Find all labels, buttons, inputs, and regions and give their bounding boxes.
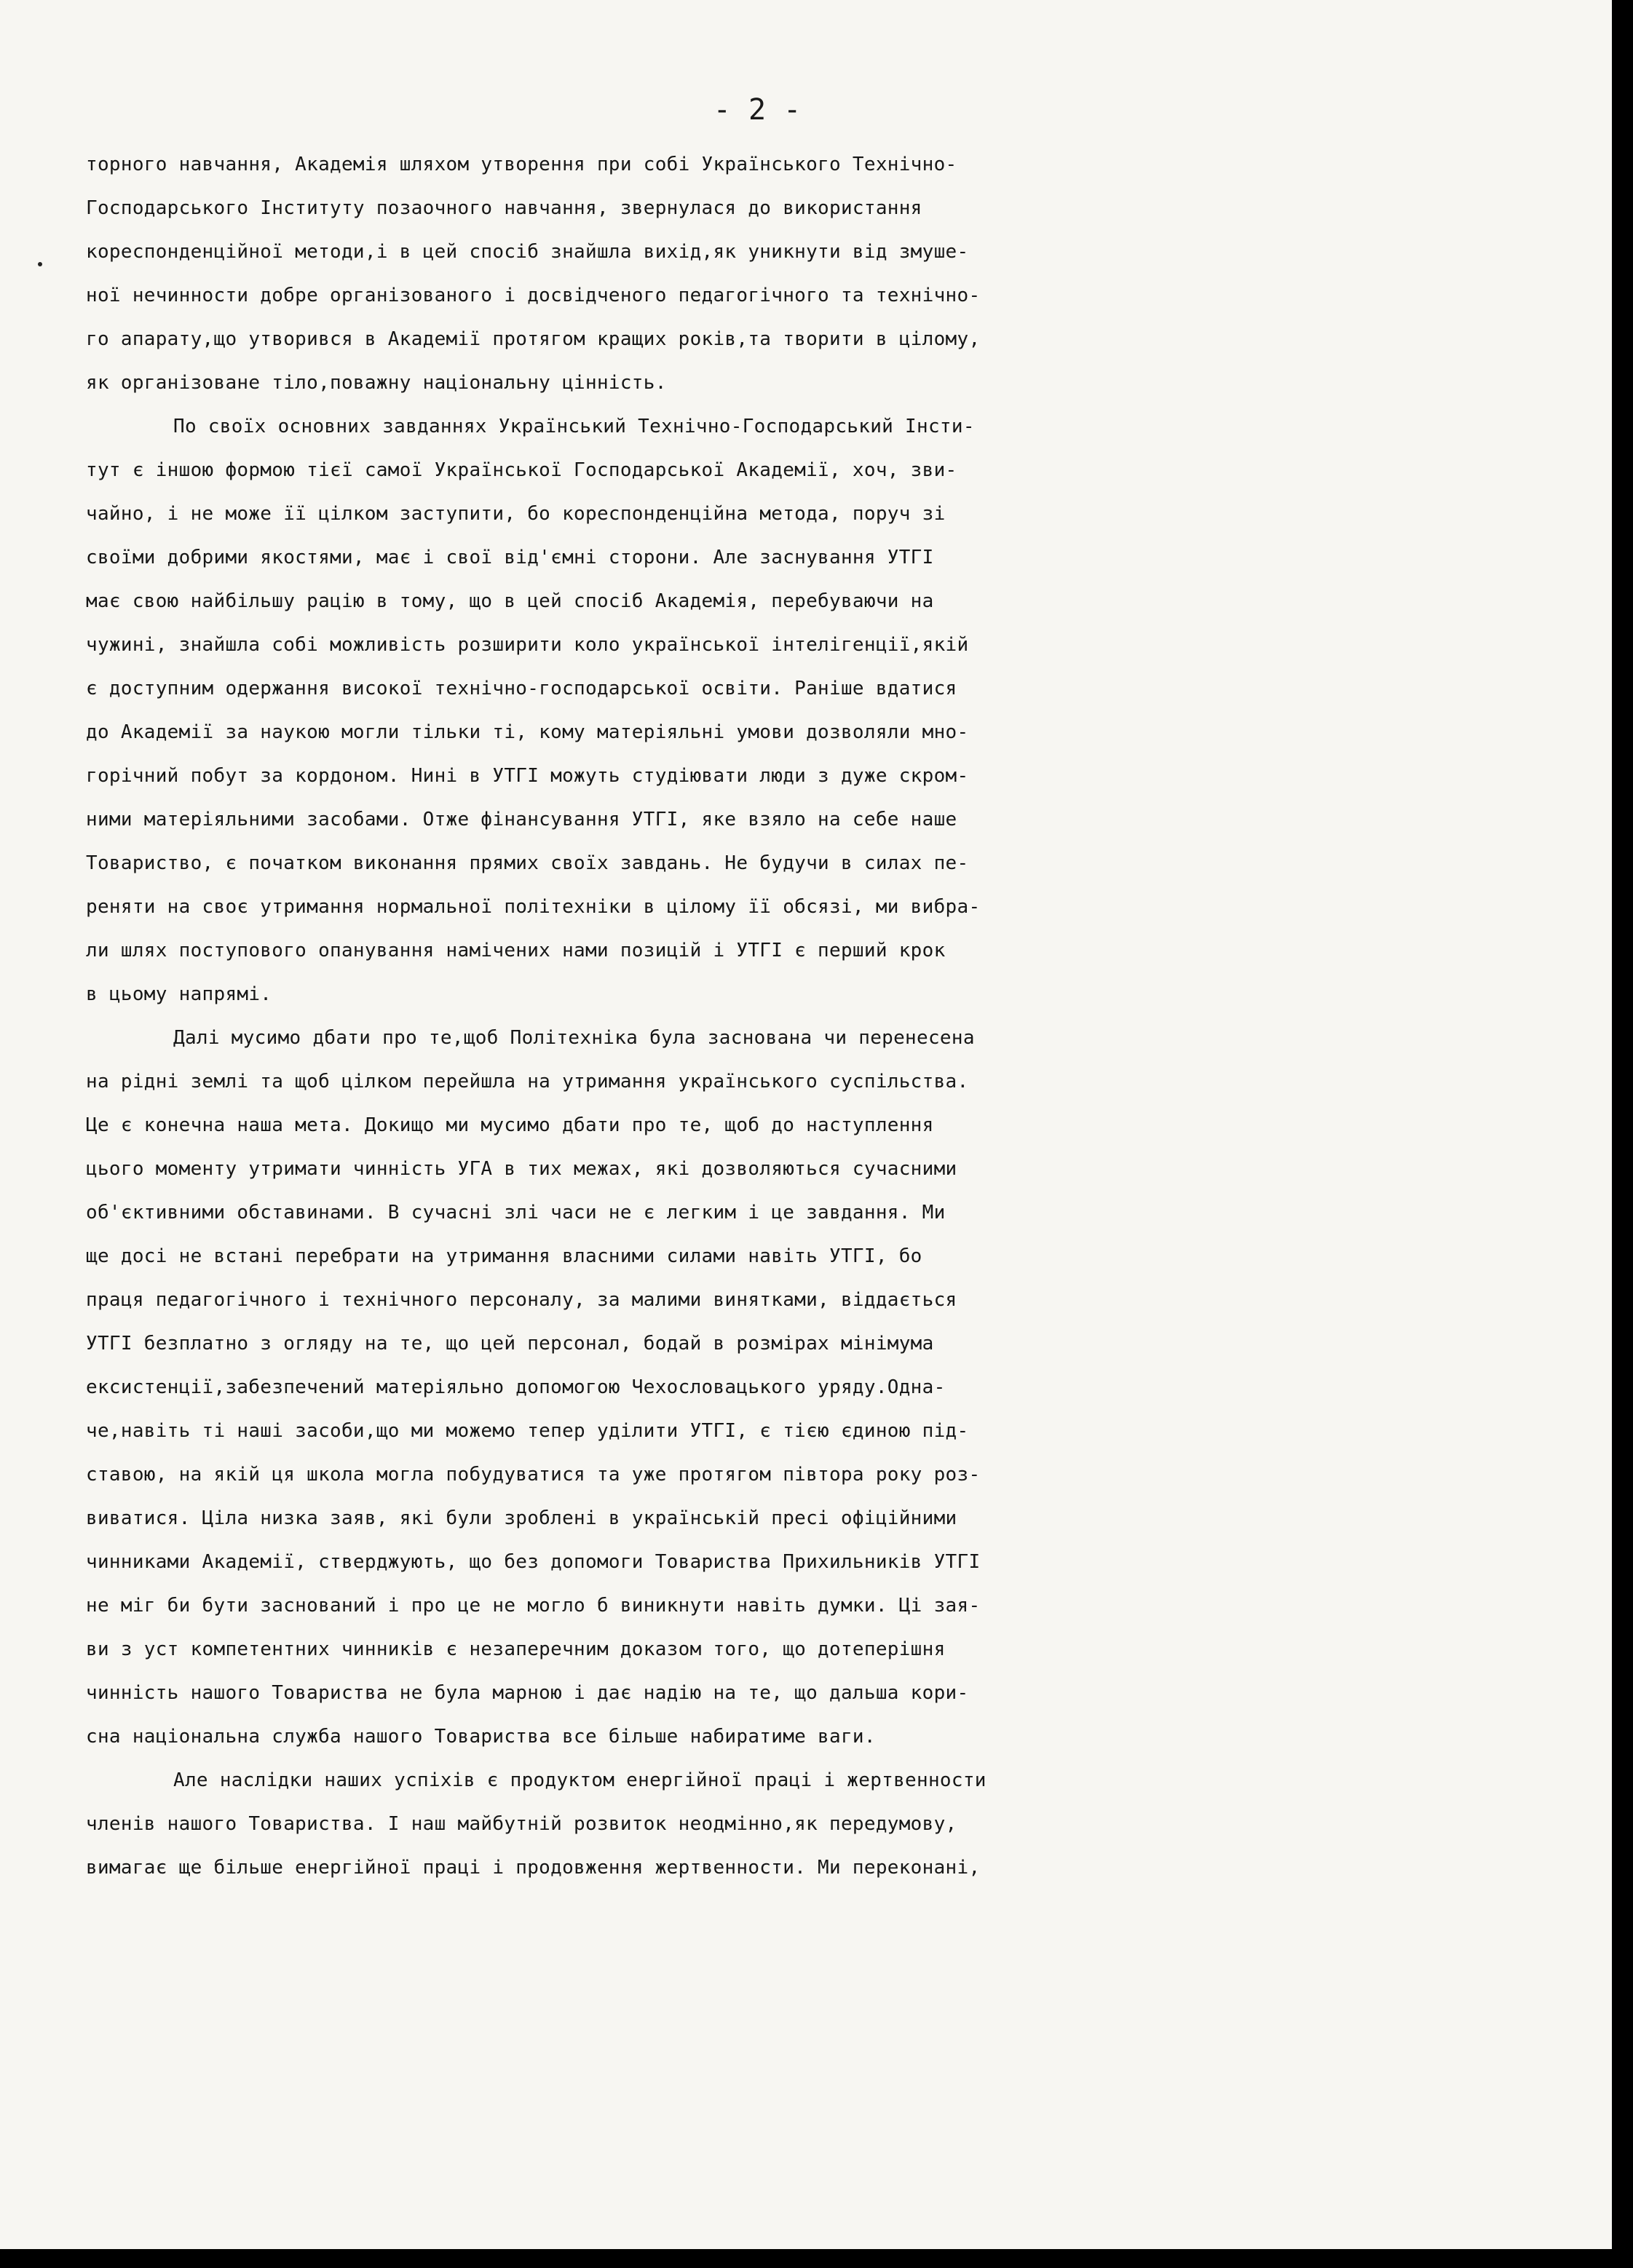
- text-line: є доступним одержання високої технічно-господарської освіти. Раніше вдатися: [86, 678, 957, 699]
- text-line: на рідні землі та щоб цілком перейшла на утримання українського суспільства.: [86, 1071, 969, 1093]
- text-line: чайно, і не може її цілком заступити, бо кореспонденційна метода, поруч зі: [86, 503, 946, 525]
- text-line: горічний побут за кордоном. Нині в УТГІ можуть студіювати люди з дуже скром-: [86, 765, 969, 787]
- text-line: цього моменту утримати чинність УГА в тих межах, які дозволяються сучасними: [86, 1158, 957, 1180]
- text-line: ще досі не встані перебрати на утримання власними силами навіть УТГІ, бо: [86, 1245, 922, 1267]
- text-line: ними матеріяльними засобами. Отже фінансування УТГІ, яке взяло на себе наше: [86, 809, 957, 830]
- scan-border-right: [1612, 0, 1633, 2268]
- text-line: своїми добрими якостями, має і свої від'ємні сторони. Але заснування УТГІ: [86, 547, 934, 568]
- text-line: ставою, на якій ця школа могла побудуватися та уже протягом півтора року роз-: [86, 1464, 981, 1486]
- text-line: ної нечинности добре організованого і досвідченого педагогічного та технічно-: [86, 285, 981, 306]
- text-line: вимагає ще більше енергійної праці і продовження жертвенности. Ми переконані,: [86, 1857, 981, 1879]
- text-line: го апарату,що утворився в Академії протягом кращих років,та творити в цілому,: [86, 328, 981, 350]
- text-line: По своїх основних завданнях Український Технічно-Господарський Інсти-: [173, 416, 975, 437]
- text-line: в цьому напрямі.: [86, 983, 272, 1005]
- text-line: чинність нашого Товариства не була марною і дає надію на те, що дальша кори-: [86, 1682, 969, 1704]
- text-line: сна національна служба нашого Товариства все більше набиратиме ваги.: [86, 1726, 876, 1748]
- text-line: як організоване тіло,поважну національну цінність.: [86, 372, 667, 394]
- text-line: об'єктивними обставинами. В сучасні злі часи не є легким і це завдання. Ми: [86, 1202, 946, 1224]
- text-line: торного навчання, Академія шляхом утворення при собі Українського Технічно-: [86, 154, 957, 175]
- text-line: виватися. Ціла низка заяв, які були зроблені в українській пресі офіційними: [86, 1507, 957, 1529]
- page-number: - 2 -: [713, 93, 802, 127]
- text-line: кореспонденційної методи,і в цей спосіб знайшла вихід,як уникнути від змуше-: [86, 241, 969, 263]
- text-line: членів нашого Товариства. І наш майбутній розвиток неодмінно,як передумову,: [86, 1813, 957, 1835]
- text-line: ексистенції,забезпечений матеріяльно допомогою Чехословацького уряду.Одна-: [86, 1376, 946, 1398]
- body-text: [86, 143, 1600, 1890]
- text-line: не міг би бути заснований і про це не могло б виникнути навіть думки. Ці зая-: [86, 1595, 981, 1617]
- scan-border-bottom: [0, 2249, 1633, 2268]
- text-line: до Академії за наукою могли тільки ті, кому матеріяльні умови дозволяли мно-: [86, 721, 969, 743]
- text-line: має свою найбільшу рацію в тому, що в цей спосіб Академія, перебуваючи на: [86, 590, 934, 612]
- text-line: че,навіть ті наші засоби,що ми можемо тепер уділити УТГІ, є тією єдиною під-: [86, 1420, 969, 1442]
- text-line: праця педагогічного і технічного персоналу, за малими винятками, віддається: [86, 1289, 957, 1311]
- text-line: реняти на своє утримання нормальної політехніки в цілому її обсязі, ми вибра-: [86, 896, 981, 918]
- text-line: Далі мусимо дбати про те,щоб Політехніка була заснована чи перенесена: [173, 1027, 975, 1049]
- text-line: Господарського Інституту позаочного навчання, звернулася до використання: [86, 197, 922, 219]
- text-line: ви з уст компетентних чинників є незаперечним доказом того, що дотеперішня: [86, 1638, 946, 1660]
- text-line: тут є іншою формою тієї самої Української Господарської Академії, хоч, зви-: [86, 459, 957, 481]
- text-line: ли шлях поступового опанування намічених нами позицій і УТГІ є перший крок: [86, 940, 946, 961]
- text-line: чужині, знайшла собі можливість розширити коло української інтелігенції,якій: [86, 634, 969, 656]
- text-line: Це є конечна наша мета. Докищо ми мусимо дбати про те, щоб до наступлення: [86, 1114, 934, 1136]
- text-line: чинниками Академії, стверджують, що без допомоги Товариства Прихильників УТГІ: [86, 1551, 981, 1573]
- text-line: УТГІ безплатно з огляду на те, що цей персонал, бодай в розмірах мінімума: [86, 1333, 934, 1355]
- text-line: Товариство, є початком виконання прямих своїх завдань. Не будучи в силах пе-: [86, 852, 969, 874]
- text-line: Але наслідки наших успіхів є продуктом енергійної праці і жертвенности: [173, 1769, 986, 1791]
- margin-mark: [38, 262, 42, 266]
